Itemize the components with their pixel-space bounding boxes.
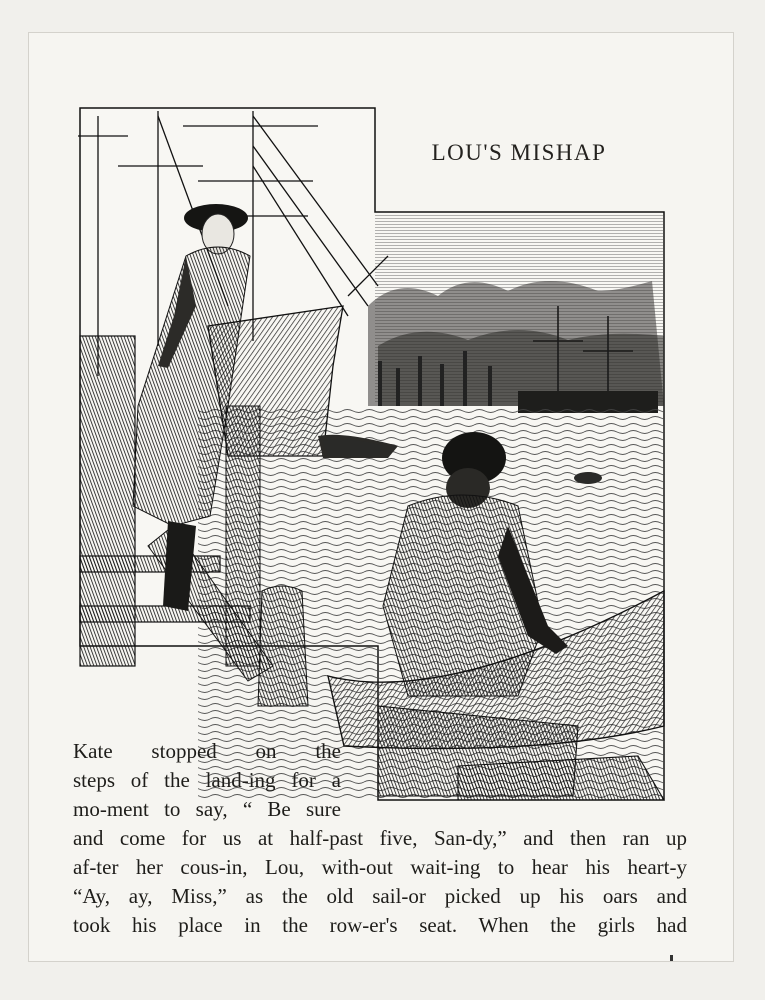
story-line: “Ay, ay, Miss,” as the old sail-or picked up his oars and xyxy=(73,884,687,908)
story-line: af-ter her cous-in, Lou, with-out wait-ing to hear his heart-y xyxy=(73,855,687,879)
ink-speck xyxy=(670,955,673,961)
story-line: mo-ment to say, “ Be sure xyxy=(73,797,341,821)
story-line: steps of the land-ing for a xyxy=(73,768,341,792)
harbour-illustration xyxy=(78,106,668,806)
story-line: and come for us at half-past five, San-dy,” and then ran up xyxy=(73,826,687,850)
page-title: LOU'S MISHAP xyxy=(431,140,607,165)
story-paragraph xyxy=(73,737,693,940)
story-line: took his place in the row-er's seat. When the girls had xyxy=(73,913,687,937)
story-line: Kate stopped on the xyxy=(73,739,341,763)
